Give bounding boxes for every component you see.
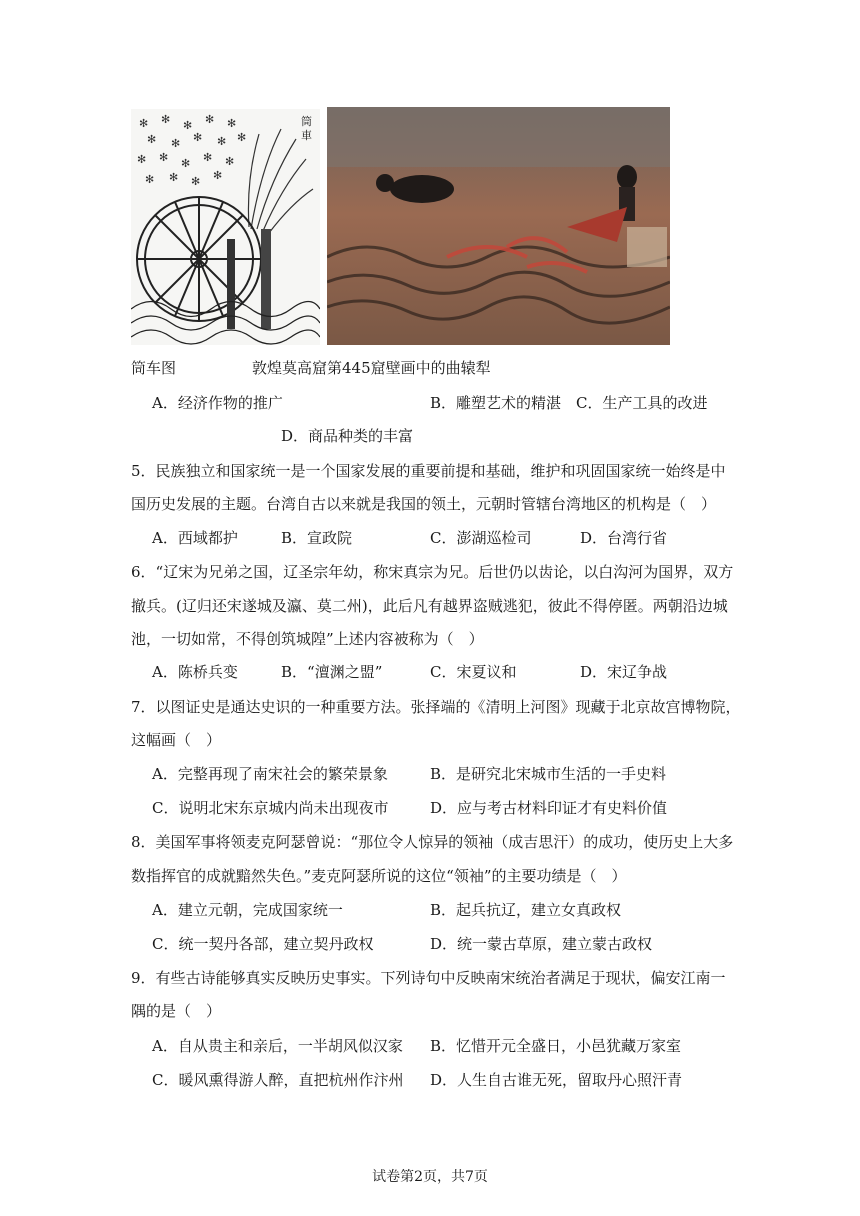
q6-option-b[interactable]: B．“澶渊之盟”: [281, 663, 383, 681]
q9-option-c[interactable]: C．暖风熏得游人醉，直把杭州作汴州: [152, 1071, 404, 1089]
svg-text:✻: ✻: [217, 135, 227, 148]
q8-option-a[interactable]: A．建立元朝，完成国家统一: [152, 901, 343, 919]
q4-option-c[interactable]: C．生产工具的改进: [576, 394, 708, 412]
dunhuang-mural-image: [327, 107, 670, 345]
water-wheel-illustration: [131, 109, 320, 345]
svg-text:✻: ✻: [137, 153, 147, 166]
q4-option-b[interactable]: B．雕塑艺术的精湛: [430, 394, 562, 412]
q9-option-b[interactable]: B．忆惜开元全盛日，小邑犹藏万家室: [430, 1037, 682, 1055]
q6-stem-line3: 池，一切如常，不得创筑城隍”上述内容被称为（ ）: [131, 630, 484, 648]
svg-text:✻: ✻: [181, 157, 191, 170]
svg-text:✻: ✻: [159, 151, 169, 164]
q6-option-a[interactable]: A．陈桥兵变: [152, 663, 238, 681]
q7-stem-line2: 这幅画（ ）: [131, 731, 222, 749]
q8-option-d[interactable]: D．统一蒙古草原，建立蒙古政权: [430, 935, 653, 953]
svg-text:✻: ✻: [147, 133, 157, 146]
q7-option-c[interactable]: C．说明北宋东京城内尚未出现夜市: [152, 799, 389, 817]
svg-text:✻: ✻: [227, 117, 237, 130]
q6-stem-line2: 撤兵。(辽归还宋遂城及瀛、莫二州)，此后凡有越界盗贼逃犯，彼此不得停匿。两朝沿边城: [131, 597, 728, 615]
q5-option-c[interactable]: C．澎湖巡检司: [430, 529, 532, 547]
svg-text:✻: ✻: [193, 131, 203, 144]
q7-stem-line1: 7．以图证史是通达史识的一种重要方法。张择端的《清明上河图》现藏于北京故宫博物院，: [131, 698, 741, 716]
left-figure-caption: 筒车图: [131, 359, 177, 377]
q9-option-d[interactable]: D．人生自古谁无死，留取丹心照汗青: [430, 1071, 683, 1089]
q9-stem-line1: 9．有些古诗能够真实反映历史事实。下列诗句中反映南宋统治者满足于现状，偏安江南一: [131, 969, 726, 987]
svg-text:✻: ✻: [203, 151, 213, 164]
figure-title-vertical: 筒: [301, 115, 312, 128]
q9-option-a[interactable]: A．自从贵主和亲后，一半胡风似汉家: [152, 1037, 403, 1055]
q6-stem-line1: 6．“辽宋为兄弟之国，辽圣宗年幼，称宋真宗为兄。后世仍以齿论，以白沟河为国界，双方: [131, 563, 734, 581]
q7-option-b[interactable]: B．是研究北宋城市生活的一手史料: [430, 765, 667, 783]
svg-text:✻: ✻: [205, 113, 215, 126]
q9-stem-line2: 隅的是（ ）: [131, 1002, 222, 1020]
svg-text:✻: ✻: [183, 119, 193, 132]
svg-text:車: 車: [301, 129, 312, 142]
right-figure-caption: 敦煌莫高窟第445窟壁画中的曲辕犁: [252, 359, 491, 377]
svg-text:✻: ✻: [225, 155, 235, 168]
q8-stem-line2: 数指挥官的成就黯然失色。”麦克阿瑟所说的这位“领袖”的主要功绩是（ ）: [131, 867, 627, 885]
q5-option-d[interactable]: D．台湾行省: [580, 529, 668, 547]
page-footer: 试卷第2页，共7页: [372, 1169, 488, 1185]
q5-stem-line1: 5．民族独立和国家统一是一个国家发展的重要前提和基础，维护和巩固国家统一始终是中: [131, 462, 726, 480]
q8-option-b[interactable]: B．起兵抗辽，建立女真政权: [430, 901, 622, 919]
q4-option-d[interactable]: D．商品种类的丰富: [281, 427, 414, 445]
svg-text:✻: ✻: [139, 117, 149, 130]
q6-option-c[interactable]: C．宋夏议和: [430, 663, 517, 681]
svg-text:✻: ✻: [145, 173, 155, 186]
svg-text:✻: ✻: [237, 131, 247, 144]
q4-option-a[interactable]: A．经济作物的推广: [152, 394, 283, 412]
svg-text:✻: ✻: [171, 137, 181, 150]
svg-text:✻: ✻: [169, 171, 179, 184]
q7-option-d[interactable]: D．应与考古材料印证才有史料价值: [430, 799, 668, 817]
q8-option-c[interactable]: C．统一契丹各部，建立契丹政权: [152, 935, 374, 953]
svg-text:✻: ✻: [191, 175, 201, 188]
q7-option-a[interactable]: A．完整再现了南宋社会的繁荣景象: [152, 765, 388, 783]
q6-option-d[interactable]: D．宋辽争战: [580, 663, 668, 681]
q5-option-a[interactable]: A．西域都护: [152, 529, 238, 547]
q5-stem-line2: 国历史发展的主题。台湾自古以来就是我国的领土，元朝时管辖台湾地区的机构是（ ）: [131, 495, 717, 513]
q8-stem-line1: 8．美国军事将领麦克阿瑟曾说：“那位令人惊异的领袖（成吉思汗）的成功，使历史上大多: [131, 833, 734, 851]
q5-option-b[interactable]: B．宣政院: [281, 529, 353, 547]
svg-text:✻: ✻: [213, 169, 223, 182]
svg-text:✻: ✻: [161, 113, 171, 126]
